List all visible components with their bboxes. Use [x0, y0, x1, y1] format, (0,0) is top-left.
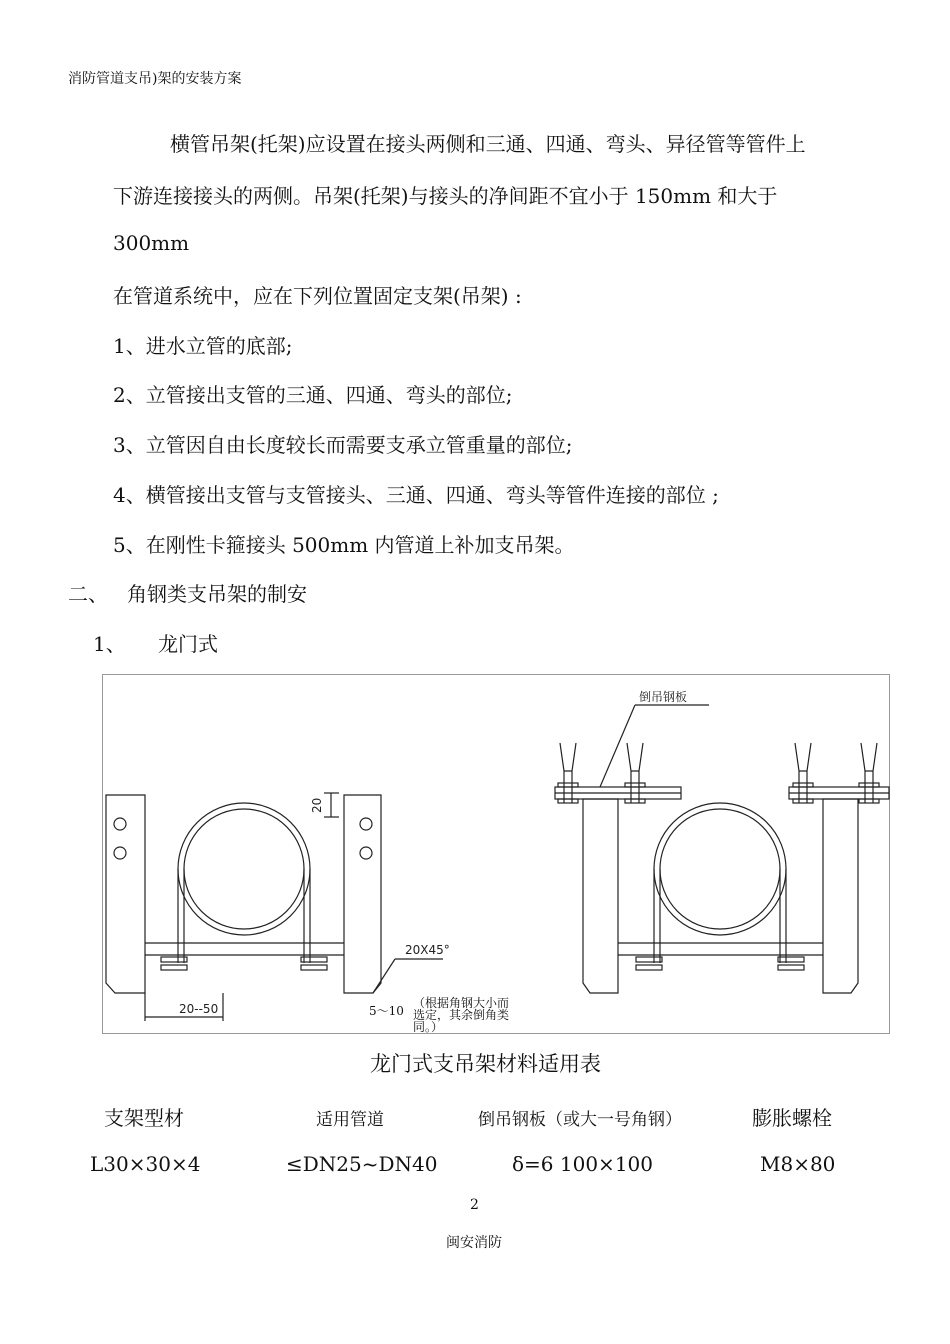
note-line-1: （根据角钢大小而	[413, 996, 510, 1010]
table-header-cell: 适用管道	[316, 1110, 384, 1130]
list-item: 1、进水立管的底部;	[113, 334, 293, 358]
paragraph-line-1: 横管吊架(托架)应设置在接头两侧和三通、四通、弯头、异径管等管件上	[170, 132, 806, 156]
table-header-cell: 倒吊钢板（或大一号角钢）	[478, 1110, 682, 1130]
table-cell: ≤DN25~DN40	[286, 1152, 438, 1176]
label-plate: 倒吊钢板	[639, 690, 688, 704]
page-header: 消防管道支吊)架的安装方案	[68, 71, 242, 87]
page-number: 2	[470, 1197, 479, 1213]
list-item: 4、横管接出支管与支管接头、三通、四通、弯头等管件连接的部位 ;	[113, 483, 719, 507]
list-item: 3、立管因自由长度较长而需要支承立管重量的部位;	[113, 433, 573, 457]
page-footer: 闽安消防	[446, 1235, 502, 1251]
subsection-title: 龙门式	[158, 632, 218, 656]
table-header-cell: 支架型材	[104, 1106, 184, 1130]
table-caption: 龙门式支吊架材料适用表	[370, 1052, 601, 1076]
paragraph-line-3: 300mm	[113, 231, 190, 255]
subsection-number: 1、	[93, 632, 126, 656]
section-number: 二、	[68, 582, 108, 606]
dim-span: 20--50	[179, 1002, 219, 1016]
table-cell: δ=6 100×100	[512, 1152, 653, 1176]
list-item: 5、在刚性卡箍接头 500mm 内管道上补加支吊架。	[113, 533, 575, 557]
table-header-cell: 膨胀螺栓	[752, 1106, 832, 1130]
table-cell: M8×80	[760, 1152, 836, 1176]
gantry-support-drawing	[102, 674, 890, 1034]
section-title: 角钢类支吊架的制安	[127, 582, 307, 606]
table-cell: L30×30×4	[90, 1152, 201, 1176]
paragraph-fixed-supports: 在管道系统中，应在下列位置固定支架(吊架) :	[113, 284, 522, 308]
list-item: 2、立管接出支管的三通、四通、弯头的部位;	[113, 383, 513, 407]
dim-5-10: 5～10	[369, 1004, 404, 1018]
paragraph-line-2: 下游连接接头的两侧。吊架(托架)与接头的净间距不宜小于 150mm 和大于	[113, 184, 778, 208]
note-line-3: 同。）	[413, 1020, 444, 1034]
note-line-2: 选定，其余倒角类	[413, 1008, 510, 1022]
dim-chamfer: 20X45°	[405, 943, 450, 957]
dim-20: 20	[310, 797, 324, 813]
